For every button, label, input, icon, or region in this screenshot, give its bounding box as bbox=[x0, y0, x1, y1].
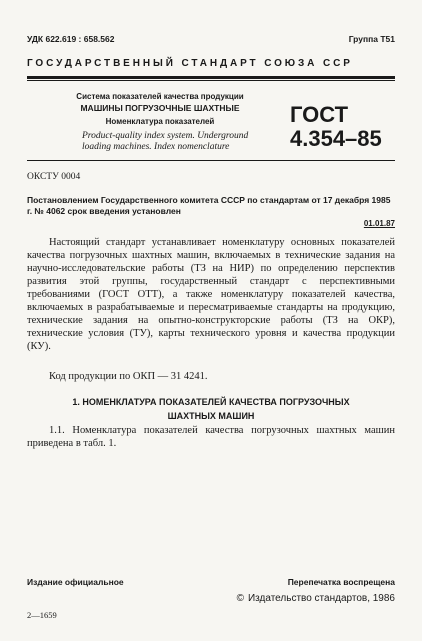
okstu-code: ОКСТУ 0004 bbox=[27, 172, 81, 182]
state-standard-banner: ГОСУДАРСТВЕННЫЙ СТАНДАРТ СОЮЗА ССР bbox=[27, 58, 353, 69]
system-title: Система показателей качества продукции bbox=[76, 92, 244, 101]
copyright-symbol: © bbox=[236, 593, 244, 604]
reprint-prohibited: Перепечатка воспрещена bbox=[287, 577, 395, 587]
section-heading-line-2: ШАХТНЫХ МАШИН bbox=[167, 411, 255, 421]
nomenclature-subtitle: Номенклатура показателей bbox=[105, 117, 215, 126]
product-title: МАШИНЫ ПОГРУЗОЧНЫЕ ШАХТНЫЕ bbox=[80, 103, 240, 113]
decree-text: Постановлением Государственного комитета СССР по стандартам от 17 декабря 1985 г. № 4062 срок введения установлен bbox=[27, 195, 391, 216]
header-rule-thin bbox=[27, 80, 395, 81]
group-code: Группа Т51 bbox=[348, 34, 395, 44]
udk-code: УДК 622.619 : 658.562 bbox=[27, 34, 115, 44]
print-code: 2—1659 bbox=[27, 610, 57, 620]
section-heading-line-1: 1. НОМЕНКЛАТУРА ПОКАЗАТЕЛЕЙ КАЧЕСТВА ПОГРУЗОЧНЫХ bbox=[72, 397, 350, 407]
gost-label: ГОСТ bbox=[290, 102, 349, 127]
gost-number: 4.354–85 bbox=[290, 126, 382, 151]
clause-1-1: 1.1. Номенклатура показателей качества погрузочных шахтных машин приведена в табл. 1. bbox=[27, 425, 395, 449]
english-title bbox=[82, 131, 282, 153]
copyright-line bbox=[237, 593, 395, 604]
official-edition: Издание официальное bbox=[27, 577, 124, 587]
effective-date: 01.01.87 bbox=[363, 219, 395, 228]
english-title-line-2: loading machines. Index nomenclature bbox=[82, 142, 230, 152]
publisher: Издательство стандартов, 1986 bbox=[247, 593, 395, 604]
intro-paragraph: Настоящий стандарт устанавливает номенклатуру основных показателей качества погрузочных шахтных машин, включаемых в технические задания на научно-исследовательские работы (ТЗ на НИР) по определению перспектив развития этой группы, государственный стандарт с перспективными требованиями (ГОСТ ОТТ), а также номенклатуру показателей качества, включаемых в разрабатываемые и пересматриваемые стандарты на продукцию, технические задания на опытно-конструкторские работы (ТЗ на ОКР), технические условия (ТУ), карты технического уровня и качества продукции (КУ). bbox=[27, 237, 395, 352]
title-rule bbox=[27, 160, 395, 161]
english-title-line-1: Product-quality index system. Underground bbox=[82, 131, 249, 141]
section-heading bbox=[60, 395, 362, 423]
header-rule-thick bbox=[27, 76, 395, 79]
product-code-paragraph: Код продукции по ОКП — 31 4241. bbox=[49, 371, 208, 382]
